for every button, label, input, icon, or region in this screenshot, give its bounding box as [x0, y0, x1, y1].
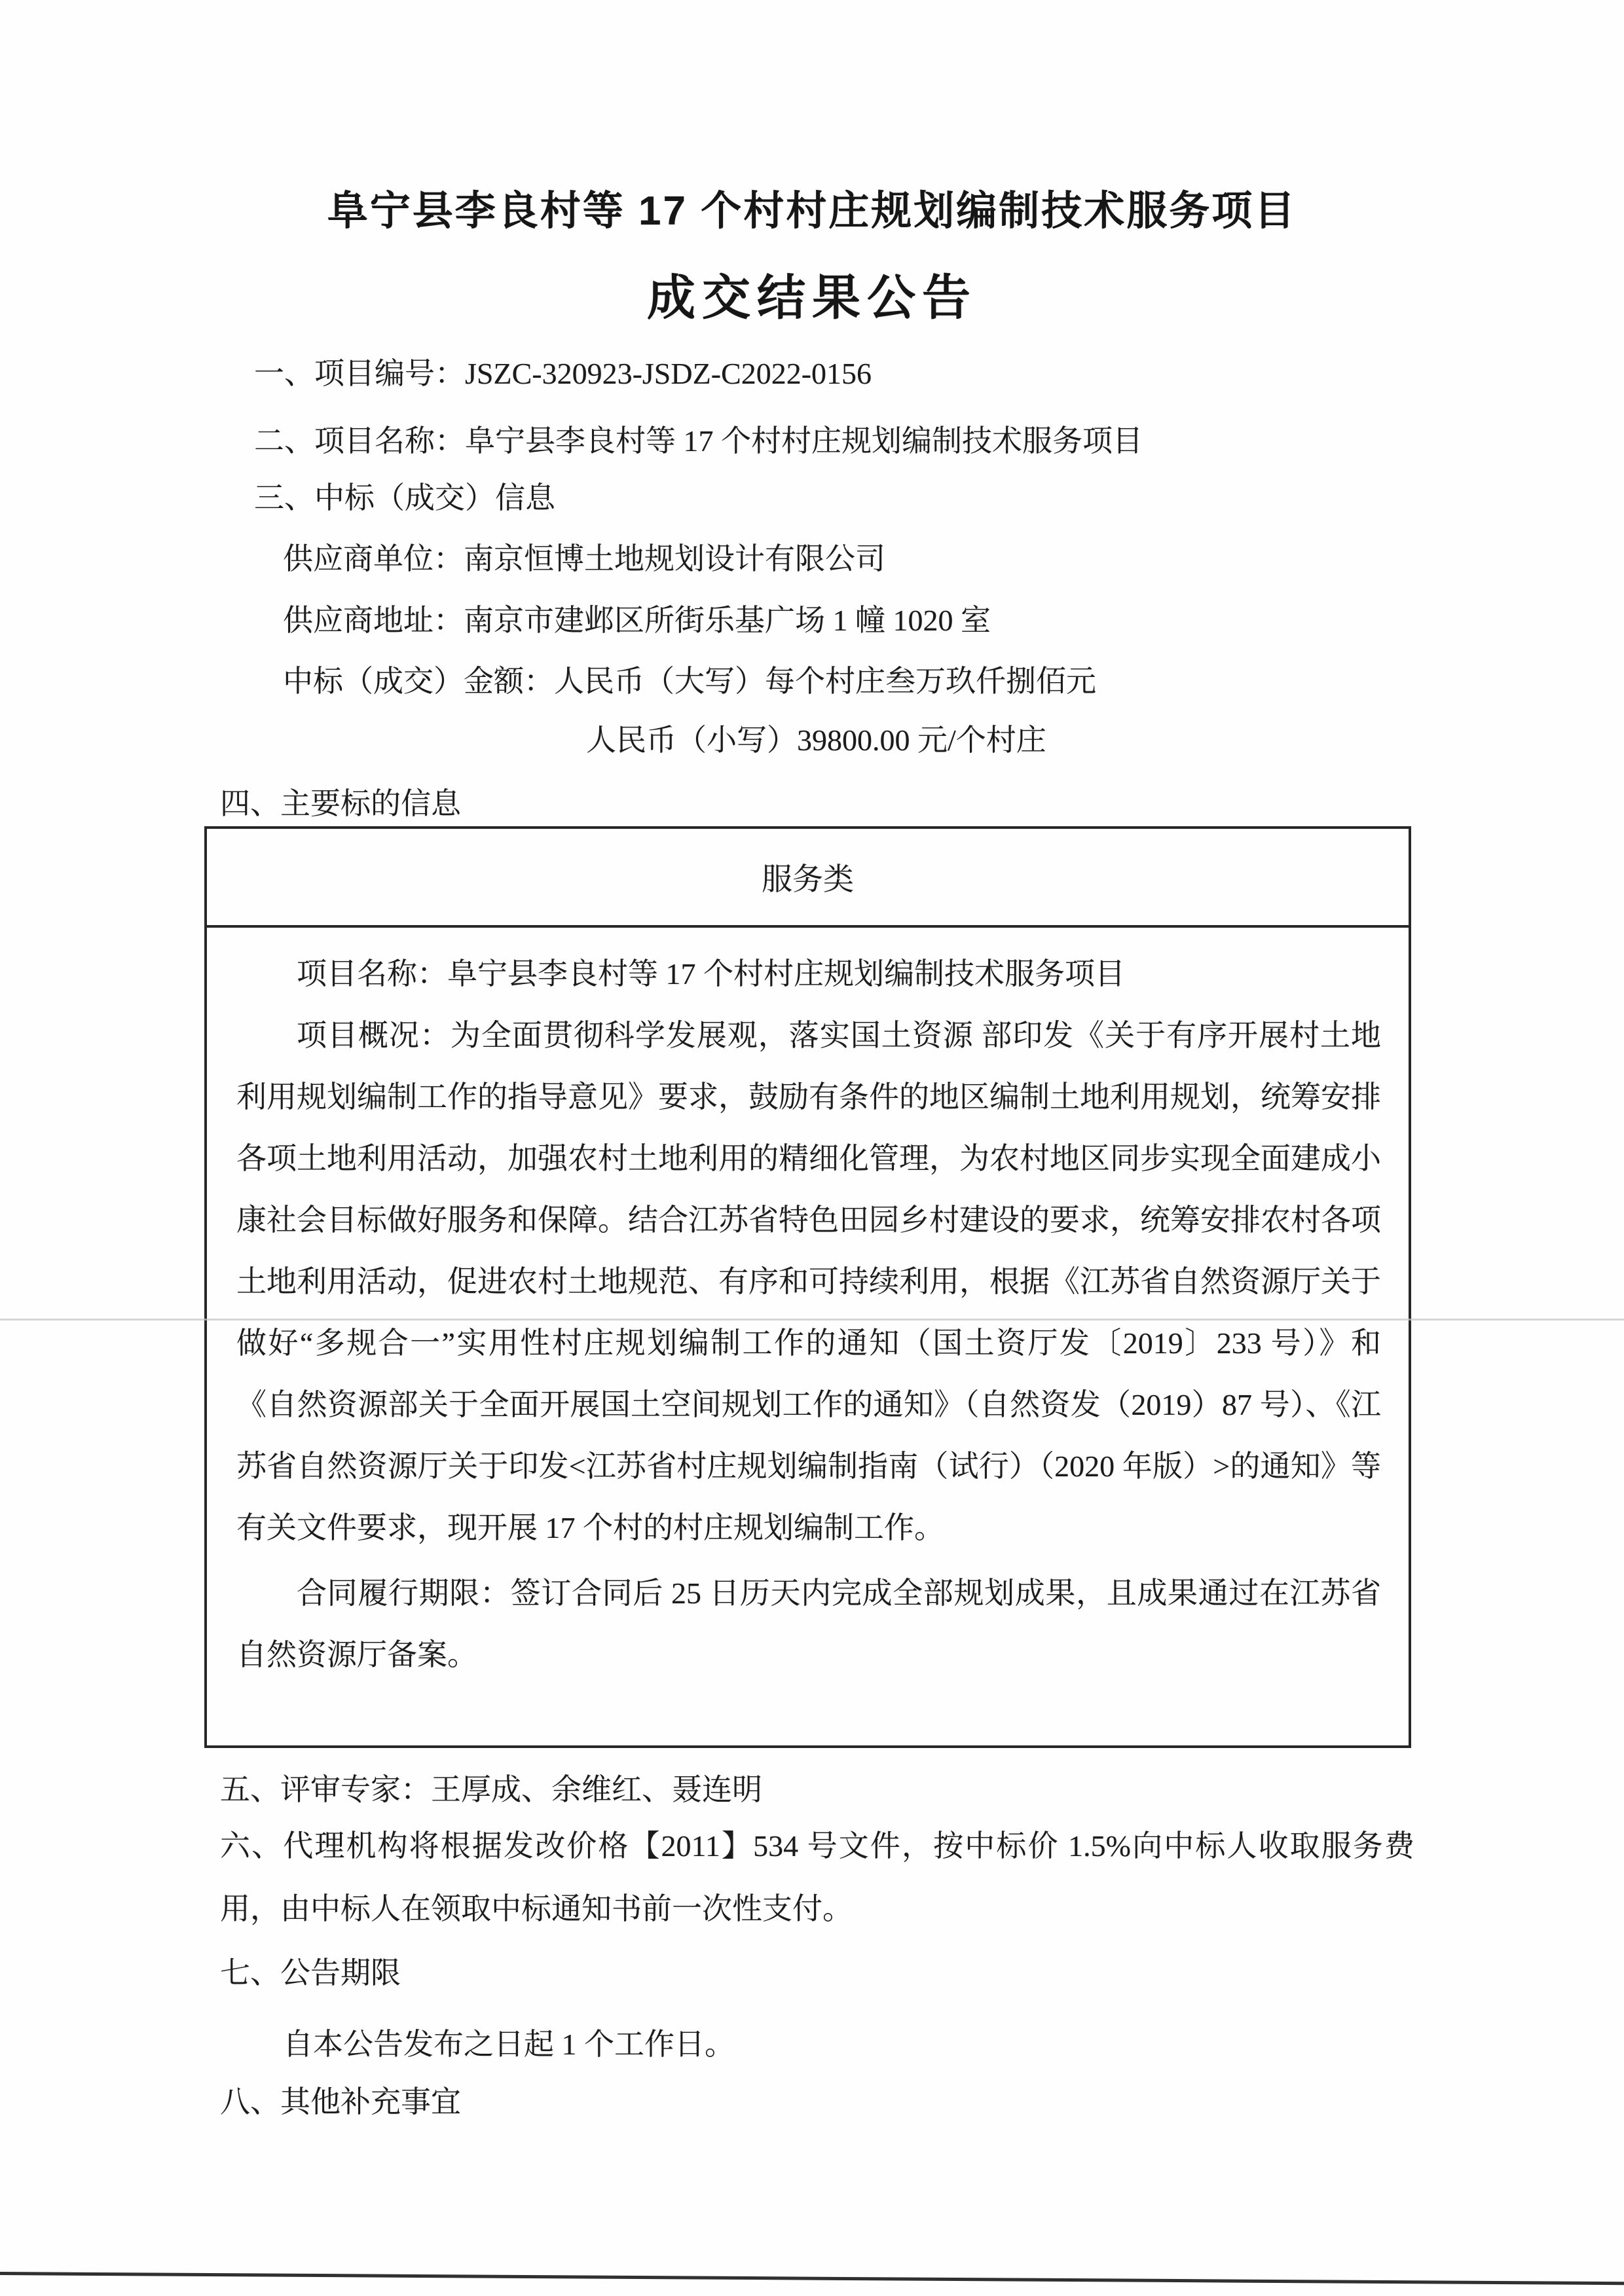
award-amount-capital-line: 中标（成交）金额：人民币（大写）每个村庄叁万玖仟捌佰元	[283, 665, 1096, 698]
table-para-contract-term: 合同履行期限：签订合同后 25 日历天内完成全部规划成果，且成果通过在江苏省自然资源厅备案。	[236, 1576, 1381, 1671]
item-other-matters-heading: 八、其他补充事宜	[220, 2085, 461, 2119]
item-notice-period-heading: 七、公告期限	[220, 1956, 401, 1990]
page-bottom-scan-edge	[0, 2272, 1624, 2285]
page-subtitle: 成交结果公告	[647, 270, 977, 325]
item-project-name: 二、项目名称：阜宁县李良村等 17 个村村庄规划编制技术服务项目	[254, 424, 1143, 458]
table-body-cell	[207, 928, 1409, 1745]
item-agency-fee: 六、代理机构将根据发改价格【2011】534 号文件，按中标价 1.5%向中标人收取服务费用，由中标人在领取中标通知书前一次性支付。	[220, 1829, 1414, 1925]
item-award-info-heading: 三、中标（成交）信息	[254, 481, 555, 515]
item-project-number: 一、项目编号：JSZC-320923-JSDZ-C2022-0156	[254, 357, 872, 390]
supplier-address-line: 供应商地址：南京市建邺区所街乐基广场 1 幢 1020 室	[283, 604, 991, 637]
table-header-service-class: 服务类	[207, 829, 1409, 928]
table-para-project-name: 项目名称：阜宁县李良村等 17 个村村庄规划编制技术服务项目	[297, 957, 1125, 991]
award-amount-numeric-line: 人民币（小写）39800.00 元/个村庄	[586, 723, 1046, 757]
supplier-unit-line: 供应商单位：南京恒博土地规划设计有限公司	[283, 542, 885, 575]
item-review-experts: 五、评审专家：王厚成、余维红、聂连明	[220, 1773, 762, 1806]
notice-period-value: 自本公告发布之日起 1 个工作日。	[283, 2028, 735, 2061]
subject-info-table	[204, 826, 1411, 1748]
page-title: 阜宁县李良村等 17 个村村庄规划编制技术服务项目	[327, 189, 1297, 234]
table-para-project-overview: 项目概况：为全面贯彻科学发展观，落实国土资源 部印发《关于有序开展村土地利用规划编制工作的指导意见》要求，鼓励有条件的地区编制土地利用规划，统筹安排各项土地利用活动，加强农村土地利用的精细化管理，为农村地区同步实现全面建成小康社会目标做好服务和保障。结合江苏省特色田园乡村建设的要求，统筹安排农村各项土地利用活动，促进农村土地规范、有序和可持续利用，根据《江苏省自然资源厅关于做好“多规合一”实用性村庄规划编制工作的通知（国土资厅发〔2019〕233 号）》和《自然资源部关于全面开展国土空间规划工作的通知》（自然资发（2019）87 号）、《江苏省自然资源厅关于印发<江苏省村庄规划编制指南（试行）（2020 年版）>的通知》等有关文件要求，现开展 17 个村的村庄规划编制工作。	[236, 1019, 1381, 1544]
scan-artifact-line	[0, 1319, 1624, 1321]
item-subject-info-heading: 四、主要标的信息	[220, 787, 461, 820]
